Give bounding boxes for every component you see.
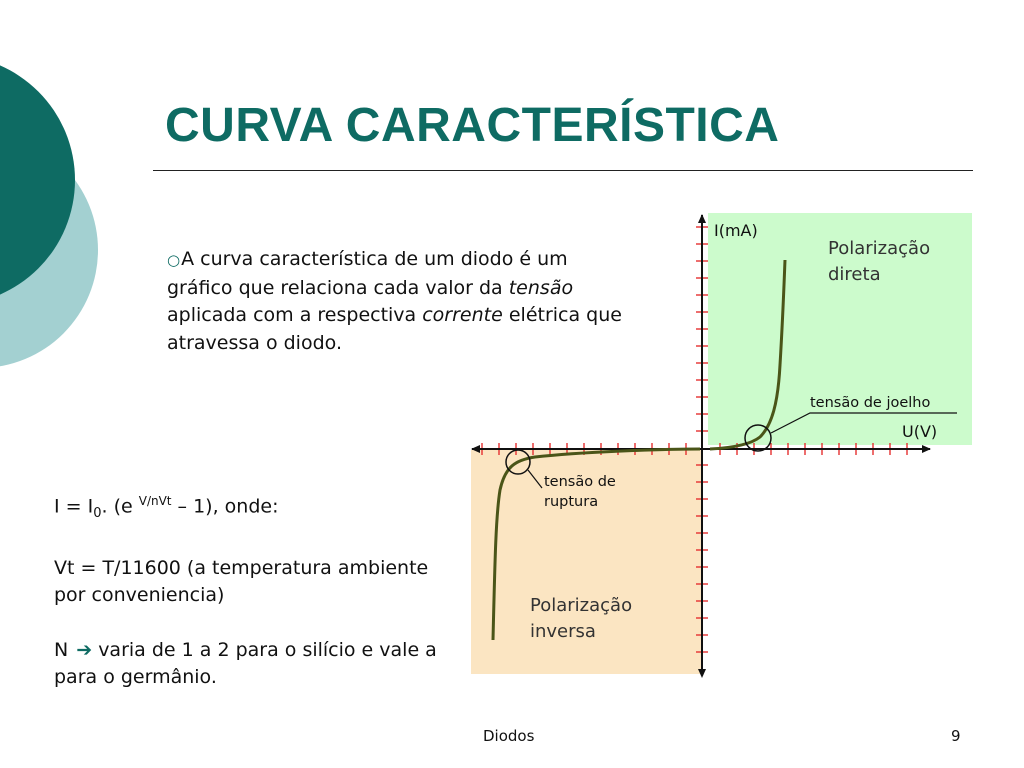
knee-label: tensão de joelho (810, 395, 931, 411)
reverse-region-label-2: inversa (530, 621, 596, 642)
reverse-region-label-1: Polarização (530, 595, 633, 616)
forward-region-label-1: Polarização (828, 238, 931, 259)
equation-rest: – 1), onde: (171, 495, 279, 518)
n-definition (54, 637, 439, 692)
formula-block (54, 488, 439, 719)
bullet-end: elétrica que atravessa o diodo. (167, 304, 622, 354)
equation-subscript: 0 (93, 506, 102, 522)
x-axis-label: U(V) (902, 422, 938, 441)
y-axis-label: I(mA) (714, 221, 758, 240)
equation-mid: . (e (101, 495, 139, 518)
vt-definition: Vt = T/11600 (a temperatura ambiente por conveniencia) (54, 556, 429, 607)
equation-exponent: V/nVt (138, 494, 172, 508)
footer-title: Diodos (483, 727, 535, 745)
decorative-circles (0, 0, 110, 420)
bullet-emphasis-corrente: corrente (422, 304, 503, 326)
forward-region-label-2: direta (828, 264, 881, 285)
n-symbol: N (54, 638, 69, 661)
title-divider (153, 170, 973, 171)
bullet-emphasis-tensao: tensão (508, 276, 574, 299)
diode-equation (54, 488, 439, 528)
page-number: 9 (951, 727, 961, 745)
equation-lhs: I = I (54, 495, 94, 518)
right-arrow-icon: ➔ (76, 638, 93, 661)
bullet-icon: ○ (167, 251, 181, 269)
n-text: varia de 1 a 2 para o silício e vale a para o germânio. (54, 638, 437, 689)
bullet-mid: aplicada com a respectiva (167, 304, 423, 326)
iv-curve-diagram (460, 205, 980, 680)
slide-title: CURVA CARACTERÍSTICA (165, 99, 780, 152)
breakdown-label-2: ruptura (544, 494, 599, 510)
breakdown-label-1: tensão de (544, 474, 616, 490)
bullet-intro: A curva característica de um diodo é um gráfico que relaciona cada valor da (167, 248, 568, 299)
